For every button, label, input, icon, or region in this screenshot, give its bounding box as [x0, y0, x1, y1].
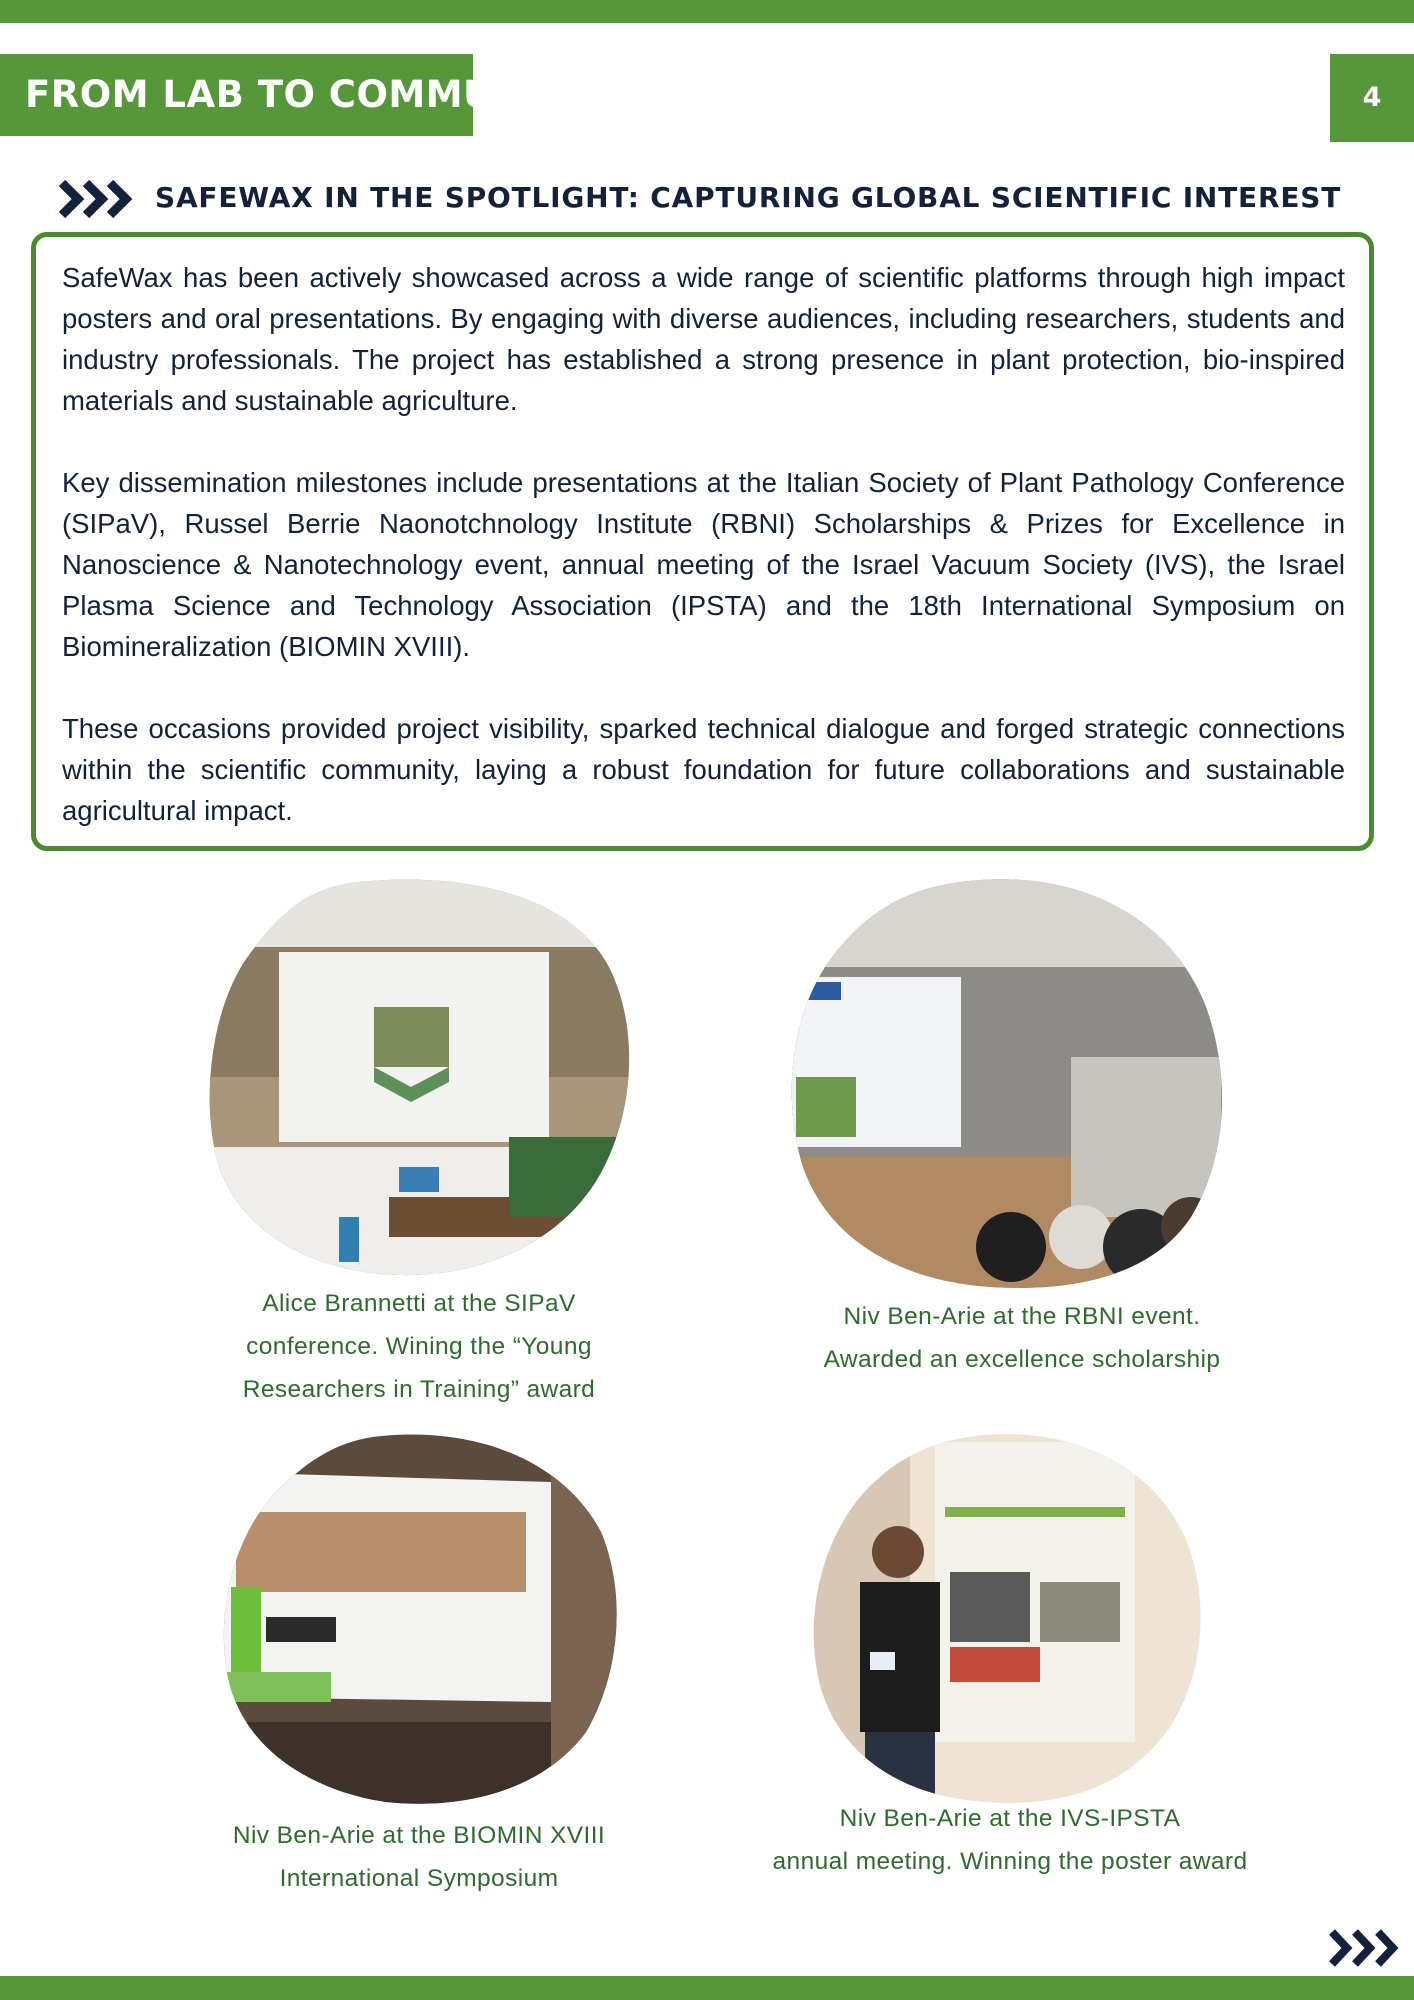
photo-ivs-ipsta-poster: [810, 1432, 1207, 1807]
photo-caption-rbni: Niv Ben-Arie at the RBNI event. Awarded an excellence scholarship: [823, 1303, 1221, 1373]
article-text-box: [31, 232, 1374, 851]
photo-caption-sipav: Alice Brannetti at the SIPaV conference. Wining the “Young Researchers in Training” award: [242, 1290, 596, 1403]
section-label: FROM LAB TO COMMUNITY: [0, 54, 473, 136]
photo-biomin-symposium: [221, 1432, 618, 1807]
top-accent-bar: [0, 0, 1414, 23]
article-paragraph: These occasions provided project visibility, sparked technical dialogue and forged strategic connections within the scientific community, laying a robust foundation for future collaborations and sustainable agricultural impact.: [62, 713, 1345, 826]
photo-sipav-conference: [209, 877, 630, 1278]
chevron-triple-icon: [58, 178, 138, 220]
article-paragraph: SafeWax has been actively showcased across a wide range of scientific platforms through high impact posters and oral presentations. By engaging with diverse audiences, including researchers, students and industry professionals. The project has established a strong presence in plant protection, bio-inspired materials and sustainable agriculture.: [62, 262, 1345, 416]
article-heading: SAFEWAX IN THE SPOTLIGHT: CAPTURING GLOBAL SCIENTIFIC INTEREST: [155, 181, 1342, 214]
bottom-accent-bar: [0, 1976, 1414, 2000]
page-number: 4: [1330, 54, 1414, 142]
photo-caption-biomin: Niv Ben-Arie at the BIOMIN XVIII International Symposium: [232, 1822, 606, 1892]
photo-caption-ivs-ipsta: Niv Ben-Arie at the IVS-IPSTA annual meeting. Winning the poster award: [772, 1805, 1248, 1875]
article-paragraph: Key dissemination milestones include presentations at the Italian Society of Plant Pathology Conference (SIPaV), Russel Berrie Naonotchnology Institute (RBNI) Scholarships & Prizes for Excellence in Nanoscience & Nanotechnology event, annual meeting of the Israel Vacuum Society (IVS), the Israel Plasma Science and Technology Association (IPSTA) and the 18th International Symposium on Biomineralization (BIOMIN XVIII).: [62, 467, 1345, 662]
photo-rbni-event: [791, 877, 1227, 1290]
chevron-triple-icon: [1328, 1928, 1404, 1968]
